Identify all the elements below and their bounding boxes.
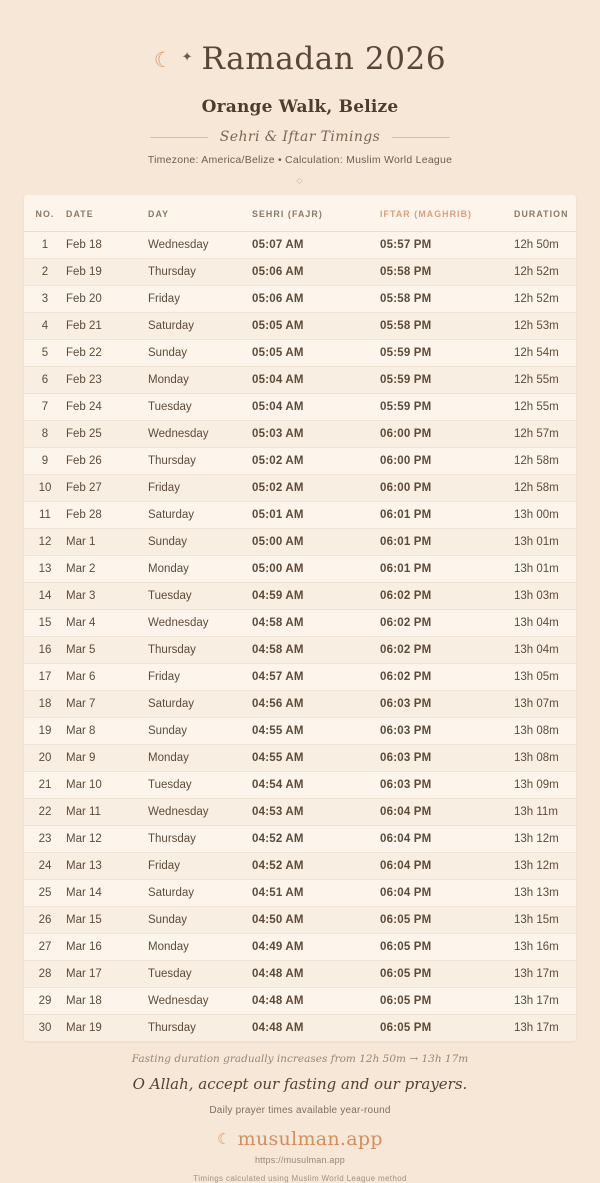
table-row [24, 340, 576, 367]
cell-day: Wednesday [148, 799, 252, 826]
cell-no: 30 [24, 1015, 66, 1042]
cell-duration: 12h 52m [514, 259, 576, 286]
cell-iftar: 06:05 PM [380, 934, 514, 961]
crescent-moon-icon: ☾ [153, 48, 173, 72]
cell-no: 12 [24, 529, 66, 556]
cell-sehri: 05:01 AM [252, 502, 380, 529]
cell-day: Thursday [148, 637, 252, 664]
cell-duration: 13h 01m [514, 529, 576, 556]
cell-sehri: 04:49 AM [252, 934, 380, 961]
cell-duration: 13h 11m [514, 799, 576, 826]
cell-duration: 13h 16m [514, 934, 576, 961]
cell-no: 25 [24, 880, 66, 907]
cell-date: Mar 1 [66, 529, 148, 556]
cell-iftar: 06:05 PM [380, 988, 514, 1015]
cell-iftar: 05:58 PM [380, 259, 514, 286]
cell-date: Mar 19 [66, 1015, 148, 1042]
cell-duration: 13h 03m [514, 583, 576, 610]
cell-no: 18 [24, 691, 66, 718]
table-row [24, 907, 576, 934]
timings-table [24, 195, 576, 1041]
table-row [24, 1015, 576, 1042]
cell-iftar: 06:01 PM [380, 529, 514, 556]
table-row [24, 475, 576, 502]
cell-date: Mar 16 [66, 934, 148, 961]
table-row [24, 394, 576, 421]
cell-day: Sunday [148, 718, 252, 745]
cell-iftar: 06:02 PM [380, 583, 514, 610]
table-body [24, 232, 576, 1042]
table-row [24, 664, 576, 691]
cell-sehri: 05:02 AM [252, 448, 380, 475]
cell-iftar: 06:04 PM [380, 826, 514, 853]
table-header [24, 195, 576, 232]
cell-day: Sunday [148, 529, 252, 556]
cell-no: 23 [24, 826, 66, 853]
cell-sehri: 04:56 AM [252, 691, 380, 718]
table-row [24, 286, 576, 313]
cell-date: Mar 9 [66, 745, 148, 772]
cell-day: Monday [148, 934, 252, 961]
cell-no: 22 [24, 799, 66, 826]
timezone-calculation-meta: Timezone: America/Belize • Calculation: Muslim World League [147, 154, 453, 167]
cell-no: 13 [24, 556, 66, 583]
cell-day: Monday [148, 745, 252, 772]
cell-iftar: 06:01 PM [380, 502, 514, 529]
column-header-sehri: SEHRI (FAJR) [252, 195, 380, 232]
cell-no: 19 [24, 718, 66, 745]
cell-iftar: 06:04 PM [380, 799, 514, 826]
cell-duration: 12h 57m [514, 421, 576, 448]
cell-date: Mar 13 [66, 853, 148, 880]
cell-duration: 13h 17m [514, 1015, 576, 1042]
cell-day: Wednesday [148, 988, 252, 1015]
cell-day: Friday [148, 853, 252, 880]
cell-no: 6 [24, 367, 66, 394]
page-title: Ramadan 2026 [201, 40, 447, 77]
cell-day: Monday [148, 556, 252, 583]
cell-sehri: 04:50 AM [252, 907, 380, 934]
table-row [24, 367, 576, 394]
cell-duration: 12h 50m [514, 232, 576, 259]
cell-no: 16 [24, 637, 66, 664]
cell-no: 1 [24, 232, 66, 259]
cell-date: Feb 25 [66, 421, 148, 448]
cell-iftar: 05:57 PM [380, 232, 514, 259]
cell-iftar: 05:59 PM [380, 340, 514, 367]
cell-no: 24 [24, 853, 66, 880]
table-row [24, 934, 576, 961]
cell-iftar: 06:02 PM [380, 610, 514, 637]
cell-sehri: 04:55 AM [252, 745, 380, 772]
table-row [24, 502, 576, 529]
star-icon: ✦ [181, 48, 193, 64]
cell-date: Feb 26 [66, 448, 148, 475]
cell-iftar: 06:02 PM [380, 637, 514, 664]
table-row [24, 556, 576, 583]
cell-iftar: 06:03 PM [380, 718, 514, 745]
cell-sehri: 04:52 AM [252, 853, 380, 880]
cell-date: Mar 2 [66, 556, 148, 583]
brand-crescent-moon-icon: ☾ [217, 1130, 231, 1148]
cell-duration: 13h 17m [514, 988, 576, 1015]
cell-date: Mar 7 [66, 691, 148, 718]
cell-date: Feb 21 [66, 313, 148, 340]
cell-day: Thursday [148, 826, 252, 853]
cell-sehri: 04:58 AM [252, 637, 380, 664]
cell-no: 17 [24, 664, 66, 691]
table-row [24, 880, 576, 907]
cell-iftar: 06:05 PM [380, 961, 514, 988]
cell-duration: 13h 00m [514, 502, 576, 529]
cell-date: Mar 6 [66, 664, 148, 691]
table-row [24, 421, 576, 448]
cell-day: Friday [148, 475, 252, 502]
cell-duration: 13h 08m [514, 718, 576, 745]
cell-day: Saturday [148, 313, 252, 340]
method-note: Timings calculated using Muslim World League method [193, 1174, 407, 1183]
cell-sehri: 04:54 AM [252, 772, 380, 799]
table-row [24, 583, 576, 610]
cell-date: Mar 12 [66, 826, 148, 853]
table-row [24, 961, 576, 988]
brand-row[interactable] [24, 1128, 576, 1150]
cell-duration: 12h 55m [514, 394, 576, 421]
cell-no: 7 [24, 394, 66, 421]
cell-iftar: 06:05 PM [380, 907, 514, 934]
cell-no: 2 [24, 259, 66, 286]
cell-date: Feb 18 [66, 232, 148, 259]
table-row [24, 826, 576, 853]
table-row [24, 853, 576, 880]
cell-no: 10 [24, 475, 66, 502]
cell-sehri: 04:48 AM [252, 961, 380, 988]
cell-date: Mar 14 [66, 880, 148, 907]
cell-day: Saturday [148, 691, 252, 718]
cell-date: Mar 10 [66, 772, 148, 799]
cell-no: 3 [24, 286, 66, 313]
cell-no: 26 [24, 907, 66, 934]
cell-iftar: 06:04 PM [380, 853, 514, 880]
cell-no: 27 [24, 934, 66, 961]
table-row [24, 232, 576, 259]
cell-duration: 13h 08m [514, 745, 576, 772]
column-header-duration: DURATION [514, 195, 576, 232]
cell-iftar: 06:03 PM [380, 772, 514, 799]
cell-day: Sunday [148, 907, 252, 934]
table-row [24, 637, 576, 664]
cell-day: Saturday [148, 880, 252, 907]
cell-sehri: 04:55 AM [252, 718, 380, 745]
cell-date: Mar 17 [66, 961, 148, 988]
cell-duration: 13h 04m [514, 637, 576, 664]
table-header-row [24, 195, 576, 232]
cell-date: Feb 24 [66, 394, 148, 421]
cell-iftar: 06:01 PM [380, 556, 514, 583]
cell-duration: 12h 52m [514, 286, 576, 313]
cell-day: Wednesday [148, 421, 252, 448]
cell-sehri: 04:59 AM [252, 583, 380, 610]
cell-no: 4 [24, 313, 66, 340]
cell-no: 20 [24, 745, 66, 772]
cell-date: Mar 8 [66, 718, 148, 745]
column-header-date: DATE [66, 195, 148, 232]
cell-sehri: 05:02 AM [252, 475, 380, 502]
cell-sehri: 05:04 AM [252, 367, 380, 394]
cell-iftar: 05:58 PM [380, 286, 514, 313]
cell-sehri: 04:53 AM [252, 799, 380, 826]
cell-day: Wednesday [148, 610, 252, 637]
cell-date: Feb 28 [66, 502, 148, 529]
cell-date: Mar 18 [66, 988, 148, 1015]
table-row [24, 448, 576, 475]
cell-iftar: 06:00 PM [380, 448, 514, 475]
divider-left [150, 137, 208, 138]
cell-iftar: 05:58 PM [380, 313, 514, 340]
cell-date: Feb 20 [66, 286, 148, 313]
cell-iftar: 06:03 PM [380, 691, 514, 718]
cell-no: 9 [24, 448, 66, 475]
cell-sehri: 05:06 AM [252, 259, 380, 286]
cell-sehri: 05:04 AM [252, 394, 380, 421]
location-subtitle: Orange Walk, Belize [201, 97, 399, 118]
cell-day: Tuesday [148, 583, 252, 610]
cell-iftar: 06:04 PM [380, 880, 514, 907]
cell-sehri: 04:57 AM [252, 664, 380, 691]
table-row [24, 610, 576, 637]
cell-duration: 13h 04m [514, 610, 576, 637]
cell-duration: 13h 05m [514, 664, 576, 691]
table-row [24, 799, 576, 826]
section-label: Sehri & Iftar Timings [219, 129, 381, 146]
table-row [24, 745, 576, 772]
table-row [24, 718, 576, 745]
cell-sehri: 04:48 AM [252, 988, 380, 1015]
cell-sehri: 05:00 AM [252, 556, 380, 583]
cell-iftar: 06:00 PM [380, 475, 514, 502]
cell-duration: 13h 01m [514, 556, 576, 583]
cell-date: Feb 23 [66, 367, 148, 394]
cell-sehri: 05:00 AM [252, 529, 380, 556]
cell-no: 11 [24, 502, 66, 529]
duration-note: Fasting duration gradually increases from 12h 50m → 13h 17m [131, 1053, 469, 1066]
cell-date: Feb 22 [66, 340, 148, 367]
cell-day: Tuesday [148, 961, 252, 988]
column-header-iftar: IFTAR (MAGHRIB) [380, 195, 514, 232]
cell-sehri: 04:58 AM [252, 610, 380, 637]
cell-duration: 13h 17m [514, 961, 576, 988]
cell-no: 28 [24, 961, 66, 988]
cell-iftar: 05:59 PM [380, 367, 514, 394]
section-label-row [24, 129, 576, 145]
cell-sehri: 05:05 AM [252, 340, 380, 367]
cell-duration: 13h 12m [514, 826, 576, 853]
cell-duration: 12h 53m [514, 313, 576, 340]
cell-date: Mar 3 [66, 583, 148, 610]
cell-sehri: 04:48 AM [252, 1015, 380, 1042]
cell-sehri: 05:06 AM [252, 286, 380, 313]
cell-day: Friday [148, 664, 252, 691]
cell-date: Feb 19 [66, 259, 148, 286]
table-row [24, 259, 576, 286]
cell-no: 14 [24, 583, 66, 610]
diamond-ornament-icon: ◇ [296, 176, 304, 186]
brand-url[interactable]: https://musulman.app [254, 1155, 346, 1166]
cell-iftar: 06:02 PM [380, 664, 514, 691]
cell-sehri: 05:05 AM [252, 313, 380, 340]
dua-text: O Allah, accept our fasting and our prayers. [132, 1075, 468, 1094]
cell-iftar: 05:59 PM [380, 394, 514, 421]
cell-date: Mar 11 [66, 799, 148, 826]
table-row [24, 772, 576, 799]
cell-day: Wednesday [148, 232, 252, 259]
cell-duration: 12h 54m [514, 340, 576, 367]
table-row [24, 691, 576, 718]
cell-day: Thursday [148, 1015, 252, 1042]
title-row [24, 22, 576, 96]
cell-sehri: 05:03 AM [252, 421, 380, 448]
cell-day: Tuesday [148, 772, 252, 799]
table-row [24, 529, 576, 556]
brand-name[interactable]: musulman.app [237, 1128, 383, 1151]
cell-day: Thursday [148, 259, 252, 286]
cell-date: Mar 15 [66, 907, 148, 934]
cell-day: Monday [148, 367, 252, 394]
cell-day: Thursday [148, 448, 252, 475]
cell-duration: 13h 09m [514, 772, 576, 799]
cell-duration: 13h 12m [514, 853, 576, 880]
cell-date: Mar 4 [66, 610, 148, 637]
cell-date: Feb 27 [66, 475, 148, 502]
table-row [24, 313, 576, 340]
cell-no: 8 [24, 421, 66, 448]
table-row [24, 988, 576, 1015]
cell-no: 29 [24, 988, 66, 1015]
cell-iftar: 06:03 PM [380, 745, 514, 772]
cell-sehri: 04:51 AM [252, 880, 380, 907]
cell-duration: 12h 58m [514, 475, 576, 502]
cell-day: Tuesday [148, 394, 252, 421]
cell-duration: 13h 07m [514, 691, 576, 718]
divider-right [392, 137, 450, 138]
cell-iftar: 06:00 PM [380, 421, 514, 448]
cell-duration: 13h 15m [514, 907, 576, 934]
availability-note: Daily prayer times available year-round [209, 1105, 391, 1117]
cell-sehri: 05:07 AM [252, 232, 380, 259]
timings-table-card [24, 195, 576, 1041]
cell-duration: 13h 13m [514, 880, 576, 907]
cell-day: Saturday [148, 502, 252, 529]
cell-no: 21 [24, 772, 66, 799]
cell-day: Friday [148, 286, 252, 313]
cell-date: Mar 5 [66, 637, 148, 664]
cell-duration: 12h 58m [514, 448, 576, 475]
cell-duration: 12h 55m [514, 367, 576, 394]
cell-no: 5 [24, 340, 66, 367]
page-header [24, 0, 576, 185]
cell-no: 15 [24, 610, 66, 637]
cell-iftar: 06:05 PM [380, 1015, 514, 1042]
column-header-no: NO. [24, 195, 66, 232]
cell-day: Sunday [148, 340, 252, 367]
column-header-day: DAY [148, 195, 252, 232]
cell-sehri: 04:52 AM [252, 826, 380, 853]
